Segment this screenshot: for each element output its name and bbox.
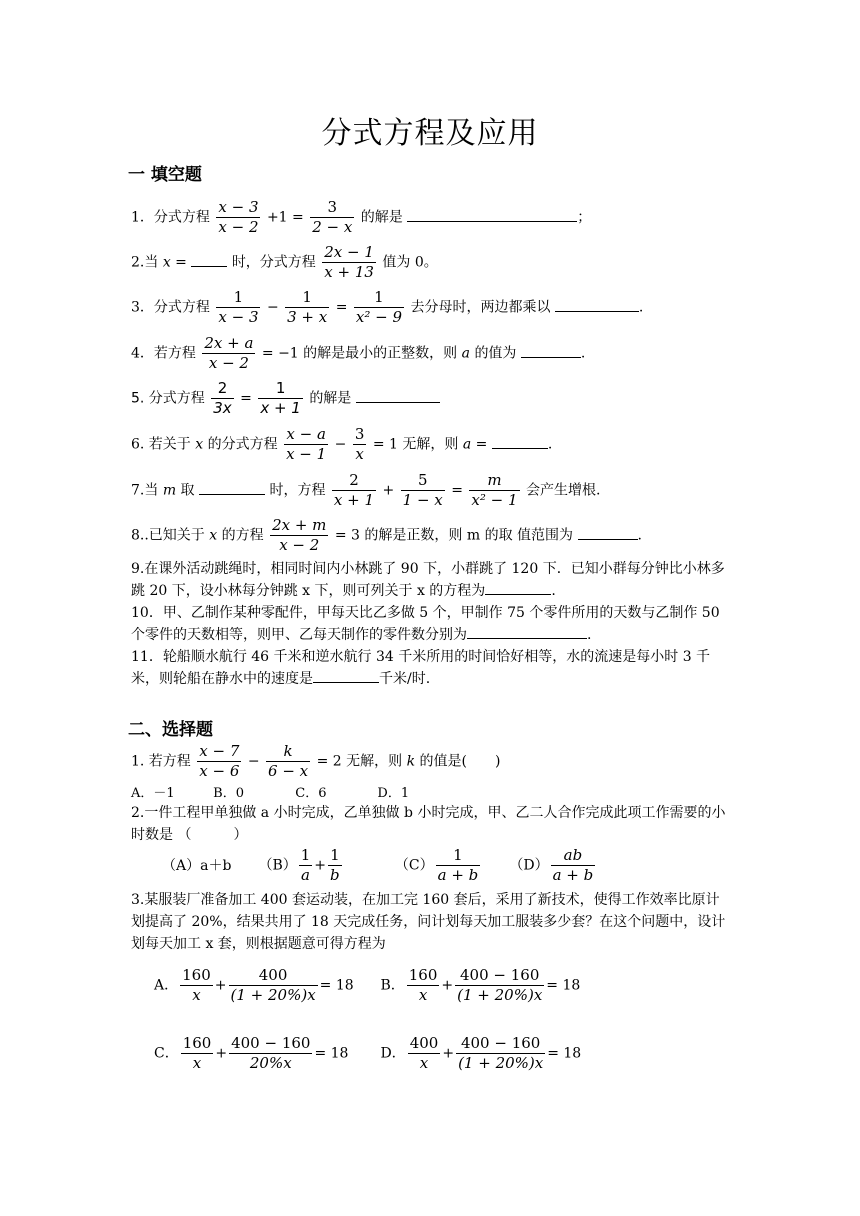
option-a: A．－1	[131, 786, 175, 801]
option-d: （D） $\frac{ab}{a + b}$	[509, 846, 594, 884]
option-c: C．6	[295, 786, 327, 801]
answer-blank	[467, 624, 587, 639]
fraction: $\frac{1}{3 + x}$	[287, 288, 328, 326]
fraction: $\frac{1}{x - 3}$	[218, 288, 259, 326]
fraction: $\frac{2x - 1}{x + 13}$	[324, 243, 374, 281]
section-heading-choice: 二、选择题	[128, 720, 213, 740]
question-choice-2: 2.一件工程甲单独做 a 小时完成，乙单独做 b 小时完成，甲、乙二人合作完成此项工作需要的小时数是 （ ）	[131, 805, 726, 843]
option-row-ab	[154, 966, 580, 1005]
question-fill-5: 5. 分式方程 $\frac{2}{3x}$ = $\frac{1}{x + 1}$ 的解是	[131, 379, 440, 418]
option-c: C． $\frac{160}{x}$ + $\frac{400 - 160}{20\%x}$ = 18	[154, 1034, 349, 1072]
option-b: （B） $\frac{1}{a}$ + $\frac{1}{b}$	[258, 846, 340, 884]
fraction: $\frac{2}{x + 1}$	[333, 471, 375, 509]
question-choice-1: 1. 若方程 $\frac{x - 7}{x - 6}$ − $\frac{k}{6 - x}$ = 2 无解，则 k 的值是( )	[131, 742, 501, 780]
fraction: $\frac{3}{x}$	[354, 425, 365, 463]
fraction: $\frac{2x + a}{x - 2}$	[204, 334, 254, 372]
question-fill-7: 7.当 m 取 时，方程 $\frac{2}{x + 1}$ + $\frac{5}{1 - x}$ = $\frac{m}{\text{x² − 1}}$ 会产生增根.	[131, 471, 601, 509]
answer-blank	[191, 252, 227, 267]
option-a: （A）a＋b	[162, 857, 232, 874]
option-row-cd	[154, 1034, 581, 1073]
option-d: D． $\frac{400}{x}$ + $\frac{400 - 160}{(1 + 20\%)x}$ = 18	[380, 1034, 582, 1072]
answer-blank	[492, 434, 548, 449]
fraction: $\frac{k}{6 - x}$	[268, 742, 309, 780]
question-fill-8: 8..已知关于 x 的方程 $\frac{2x + m}{x - 2}$ = 3 的解是正数，则 m 的取 值范围为 .	[131, 516, 642, 554]
option-d: D．1	[377, 786, 410, 801]
option-b: B． $\frac{160}{x}$ + $\frac{400 - 160}{(1 + 20\%)x}$ = 18	[380, 966, 581, 1004]
question-fill-10: 10．甲、乙制作某种零配件，甲每天比乙多做 5 个，甲制作 75 个零件所用的天数与乙制作 50 个零件的天数相等，则甲、乙每天制作的零件数分别为 .	[131, 605, 720, 643]
fraction: $\frac{1}{\text{x² − 9}}$	[355, 288, 402, 326]
choice-options-2	[162, 846, 597, 885]
answer-blank	[356, 388, 440, 403]
question-fill-11: 11．轮船顺水航行 46 千米和逆水航行 34 千米所用的时间恰好相等，水的流速是每小时 3 千米，则轮船在静水中的速度是 千米/时.	[131, 649, 711, 687]
fraction: $\frac{2}{3x}$	[213, 379, 232, 417]
option-c: （C） $\frac{1}{a + b}$	[394, 846, 479, 884]
page-title: 分式方程及应用	[321, 116, 539, 151]
fraction: $\frac{x - 3}{x - 2}$	[218, 198, 259, 236]
section-heading-fill-in: 一 填空题	[128, 165, 202, 185]
fraction: $\frac{3}{2 - x}$	[312, 198, 353, 236]
option-b: B．0	[213, 786, 244, 801]
question-fill-4: 4．若方程 $\frac{2x + a}{x - 2}$ = −1 的解是最小的正整数，则 a 的值为 .	[131, 334, 586, 372]
answer-blank	[199, 480, 265, 495]
answer-blank	[555, 297, 639, 312]
answer-blank	[521, 343, 581, 358]
fraction: $\frac{2x + m}{x - 2}$	[272, 516, 327, 554]
fraction: $\frac{x - 7}{x - 6}$	[199, 742, 240, 780]
question-fill-2: 2.当 x = 时，分式方程 $\frac{2x - 1}{x + 13}$ 值为 0。	[131, 243, 438, 281]
fraction: $\frac{x - a}{x - 1}$	[286, 425, 327, 463]
fraction: $\frac{m}{\text{x² − 1}}$	[471, 471, 518, 509]
fraction: $\frac{5}{1 - x}$	[402, 471, 443, 509]
answer-blank	[407, 207, 577, 222]
option-a: A． $\frac{160}{x}$ + $\frac{400}{(1 + 20\%)x}$ = 18	[154, 966, 354, 1004]
question-choice-3: 3.某服装厂准备加工 400 套运动装，在加工完 160 套后，采用了新技术，使得工作效率比原计划提高了 20%，结果共用了 18 天完成任务，问计划每天加工服装多少套？在这个问题中，设计划每天加工 x 套，则根据题意可得方程为	[131, 892, 726, 952]
question-fill-3: 3．分式方程 $\frac{1}{x - 3}$ − $\frac{1}{3 + x}$ = $\frac{1}{\text{x² − 9}}$ 去分母时，两边都乘以 .	[131, 288, 644, 326]
choice-options-1	[131, 784, 409, 804]
question-fill-9: 9.在课外活动跳绳时，相同时间内小林跳了 90 下，小群跳了 120 下．已知小群每分钟比小林多跳 20 下，设小林每分钟跳 x 下，则可列关于 x 的方程为 .	[131, 561, 725, 599]
answer-blank	[485, 580, 551, 595]
answer-blank	[313, 668, 379, 683]
answer-blank	[578, 525, 638, 540]
question-fill-6: 6. 若关于 x 的分式方程 $\frac{x - a}{x - 1}$ − $\frac{3}{x}$ = 1 无解，则 a = .	[131, 425, 553, 463]
question-fill-1: 1．分式方程 $\frac{x - 3}{x - 2}$ +1 = $\frac{3}{2 - x}$ 的解是 ；	[131, 198, 592, 236]
fraction: $\frac{1}{x + 1}$	[260, 379, 301, 417]
